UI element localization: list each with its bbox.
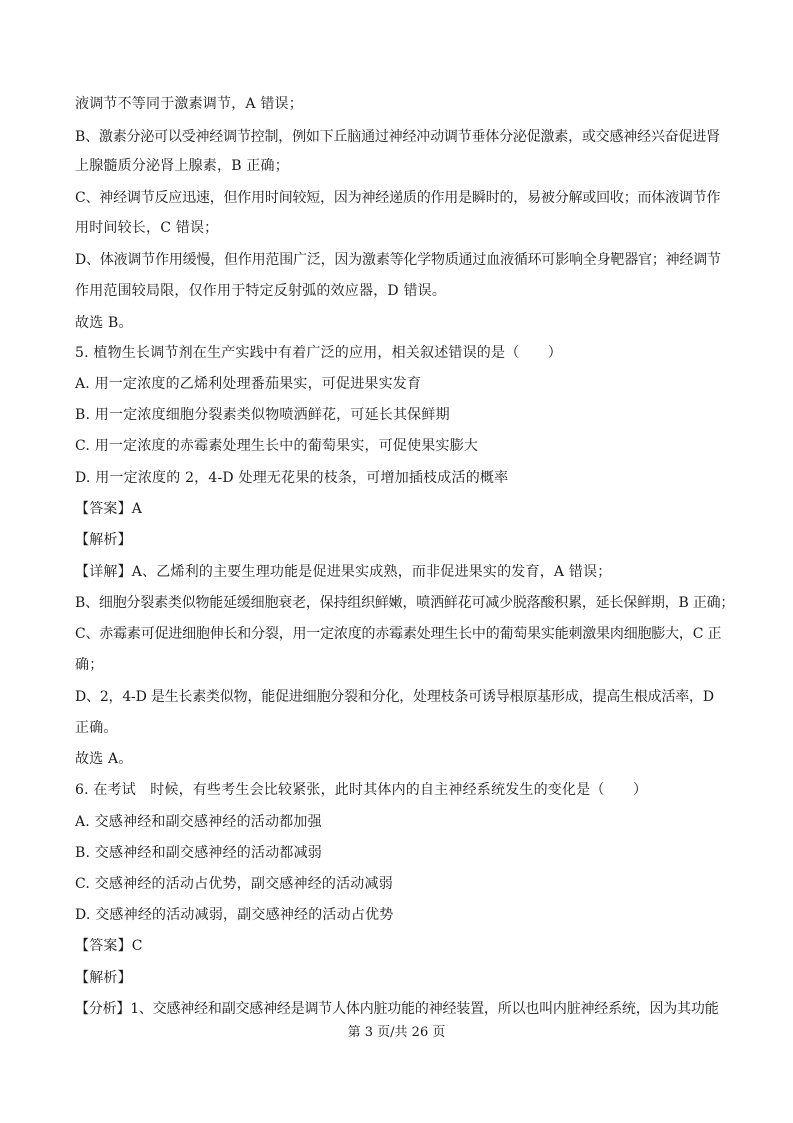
option-c: C. 用一定浓度的赤霉素处理生长中的葡萄果实，可促使果实膨大 [75, 438, 479, 454]
text-line: 【详解】A、乙烯利的主要生理功能是促进果实成熟，而非促进果实的发育，A 错误； [75, 564, 612, 580]
text-line: C、赤霉素可促进细胞伸长和分裂，用一定浓度的赤霉素处理生长中的葡萄果实能刺激果肉细胞膨大，C 正 [75, 626, 722, 642]
option-d: D. 交感神经的活动减弱，副交感神经的活动占优势 [75, 907, 394, 923]
text-line: 作用范围较局限，仅作用于特定反射弧的效应器，D 错误。 [75, 283, 447, 299]
option-a: A. 交感神经和副交感神经的活动都加强 [75, 814, 322, 830]
text-line: D、2，4-D 是生长素类似物，能促进细胞分裂和分化，处理枝条可诱导根原基形成，提高生根成活率，D [75, 689, 714, 705]
text-line: 故选 B。 [75, 315, 133, 331]
text-line: D、体液调节作用缓慢，但作用范围广泛，因为激素等化学物质通过血液循环可影响全身靶器官；神经调节 [75, 252, 721, 268]
analysis-label: 【解析】 [75, 532, 132, 548]
page-number: 第 3 页/共 26 页 [347, 1025, 446, 1040]
text-line: 用时间较长，C 错误； [75, 220, 219, 236]
text-line: 液调节不等同于激素调节，A 错误； [75, 96, 303, 112]
option-b: B. 用一定浓度细胞分裂素类似物喷洒鲜花，可延长其保鲜期 [75, 407, 450, 423]
text-line: 故选 A。 [75, 751, 133, 767]
option-a: A. 用一定浓度的乙烯利处理番茄果实，可促进果实发育 [75, 376, 422, 392]
option-b: B. 交感神经和副交感神经的活动都减弱 [75, 845, 322, 861]
question-stem: 6. 在考试 时候，有些考生会比较紧张，此时其体内的自主神经系统发生的变化是（ ） [75, 782, 648, 798]
text-line: B、细胞分裂素类似物能延缓细胞衰老，保持组织鲜嫩，喷洒鲜花可减少脱落酸积累，延长保鲜期，B 正确； [75, 595, 735, 611]
question-stem: 5. 植物生长调节剂在生产实践中有着广泛的应用，相关叙述错误的是（ ） [75, 345, 563, 361]
option-c: C. 交感神经的活动占优势，副交感神经的活动减弱 [75, 876, 393, 892]
answer-label: 【答案】C [75, 938, 143, 954]
text-line: 正确。 [75, 720, 118, 736]
answer-label: 【答案】A [75, 501, 143, 517]
text-line: 确； [75, 657, 104, 673]
text-line: B、激素分泌可以受神经调节控制，例如下丘脑通过神经冲动调节垂体分泌促激素，或交感神经兴奋促进肾 [75, 129, 720, 145]
option-d: D. 用一定浓度的 2，4-D 处理无花果的枝条，可增加插枝成活的概率 [75, 470, 509, 486]
text-line: 上腺髓质分泌肾上腺素，B 正确； [75, 158, 289, 174]
text-line: 【分析】1、交感神经和副交感神经是调节人体内脏功能的神经装置，所以也叫内脏神经系统，因为其功能 [75, 1001, 719, 1017]
text-line: C、神经调节反应迅速，但作用时间较短，因为神经递质的作用是瞬时的，易被分解或回收；而体液调节作 [75, 190, 721, 206]
analysis-label: 【解析】 [75, 970, 132, 986]
